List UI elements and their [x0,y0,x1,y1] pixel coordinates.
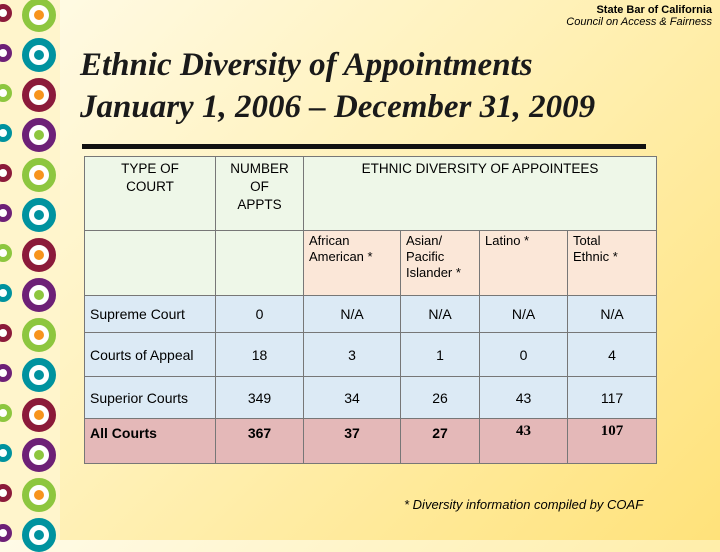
decorative-dot-icon [0,44,12,62]
asian-pacific-count: 1 [401,333,480,377]
header-african-american: African American * [304,231,401,296]
decorative-ring-icon [22,78,56,112]
decorative-ring-icon [22,38,56,72]
total-ethnic-count: 107 [568,419,657,464]
decorative-dot-icon [0,284,12,302]
african-american-count: 37 [304,419,401,464]
court-name: Courts of Appeal [85,333,216,377]
decorative-dot-icon [0,124,12,142]
decorative-dot-icon [0,524,12,542]
decorative-ring-icon [22,158,56,192]
asian-pacific-count: 26 [401,377,480,419]
table-row [85,377,657,419]
african-american-count: N/A [304,296,401,333]
total-ethnic-count: N/A [568,296,657,333]
decorative-ring-icon [22,358,56,392]
header-number-of-appts: NUMBER OF APPTS [216,157,304,231]
decorative-dot-icon [0,404,12,422]
latino-count: N/A [480,296,568,333]
decorative-dot-icon [0,4,12,22]
slide-title [80,44,595,128]
decorative-ring-icon [22,118,56,152]
court-name: Supreme Court [85,296,216,333]
decorative-ring-icon [22,398,56,432]
decorative-dot-icon [0,364,12,382]
latino-count: 43 [480,377,568,419]
appts-count: 0 [216,296,304,333]
court-name: All Courts [85,419,216,464]
latino-count: 43 [480,419,568,464]
decorative-dot-icon [0,324,12,342]
decorative-dot-icon [0,164,12,182]
title-line-2: January 1, 2006 – December 31, 2009 [80,89,596,125]
asian-pacific-count: 27 [401,419,480,464]
decorative-ring-icon [22,0,56,32]
decorative-circle-strip [0,0,60,540]
total-ethnic-count: 117 [568,377,657,419]
decorative-dot-icon [0,84,12,102]
table-row [85,296,657,333]
header-type-of-court: TYPE OF COURT [85,157,216,231]
decorative-ring-icon [22,198,56,232]
header-total-ethnic: Total Ethnic * [568,231,657,296]
appointments-table [84,156,657,464]
latino-count: 0 [480,333,568,377]
african-american-count: 3 [304,333,401,377]
decorative-dot-icon [0,484,12,502]
table-row [85,333,657,377]
decorative-dot-icon [0,244,12,262]
council-name: Council on Access & Fairness [566,16,712,28]
title-line-1: Ethnic Diversity of Appointments [80,47,533,83]
header-blank [85,231,216,296]
header-ethnic-diversity: ETHNIC DIVERSITY OF APPOINTEES [304,157,657,231]
decorative-ring-icon [22,278,56,312]
header-blank-2 [216,231,304,296]
header-latino: Latino * [480,231,568,296]
court-name: Superior Courts [85,377,216,419]
title-divider [82,144,646,149]
footnote: * Diversity information compiled by COAF [404,497,644,512]
appts-count: 367 [216,419,304,464]
decorative-ring-icon [22,518,56,552]
decorative-dot-icon [0,444,12,462]
decorative-ring-icon [22,478,56,512]
total-ethnic-count: 4 [568,333,657,377]
decorative-dot-icon [0,204,12,222]
org-name: State Bar of California [596,4,712,16]
decorative-ring-icon [22,318,56,352]
table-row-total [85,419,657,464]
asian-pacific-count: N/A [401,296,480,333]
header-asian-pacific: Asian/ Pacific Islander * [401,231,480,296]
decorative-ring-icon [22,438,56,472]
decorative-ring-icon [22,238,56,272]
appts-count: 18 [216,333,304,377]
african-american-count: 34 [304,377,401,419]
appts-count: 349 [216,377,304,419]
organization-header [566,4,712,28]
